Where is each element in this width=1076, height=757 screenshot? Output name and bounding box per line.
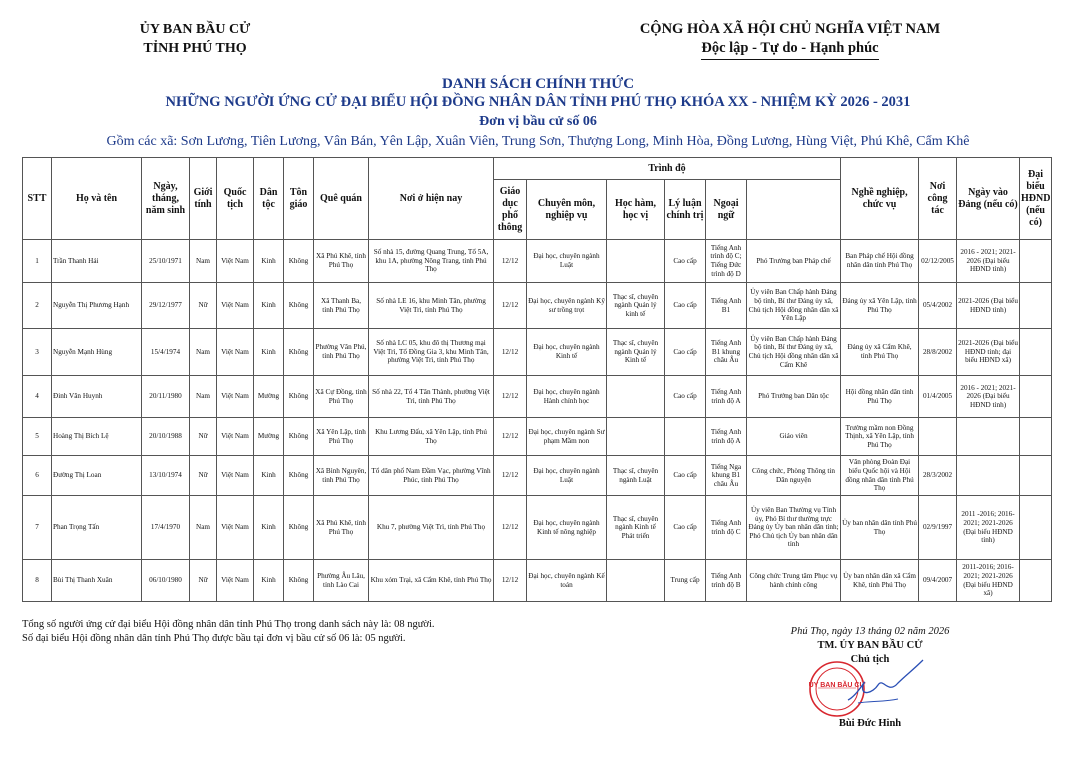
table-row — [23, 418, 1052, 456]
cell-nationality: Việt Nam — [217, 456, 254, 496]
cell-specialty: Đại học, chuyên ngành Luật — [527, 456, 607, 496]
cell-nationality: Việt Nam — [217, 376, 254, 418]
cell-dob: 20/11/1980 — [142, 376, 190, 418]
cell-hometown: Xã Thanh Ba, tỉnh Phú Thọ — [314, 283, 369, 329]
cell-specialty: Đại học, chuyên ngành Luật — [527, 240, 607, 283]
col-residence: Nơi ở hiện nay — [369, 158, 494, 240]
cell-delegate: 2011-2016; 2016-2021; 2021-2026 (Đại biểu HĐND xã) — [957, 560, 1020, 602]
document-title-block — [0, 75, 1076, 152]
cell-general-edu: 12/12 — [494, 560, 527, 602]
cell-gender: Nam — [190, 496, 217, 560]
cell-party-date: 01/4/2005 — [919, 376, 957, 418]
cell-language: Tiếng Anh B1 khung châu Âu — [706, 329, 747, 376]
cell-residence: Số nhà 22, Tổ 4 Tân Thành, phường Việt Trì, tỉnh Phú Thọ — [369, 376, 494, 418]
cell-political: Cao cấp — [665, 376, 706, 418]
cell-residence: Khu xóm Trại, xã Cẩm Khê, tỉnh Phú Thọ — [369, 560, 494, 602]
cell-occupation: Phó Trưởng ban Pháp chế — [747, 240, 841, 283]
cell-note — [1020, 560, 1052, 602]
col-stt: STT — [23, 158, 52, 240]
cell-residence: Số nhà LE 16, khu Minh Tân, phường Việt Trì, tỉnh Phú Thọ — [369, 283, 494, 329]
stamp-text: ỦY BAN BẦU CỬ — [808, 682, 866, 689]
issuer-block — [110, 20, 280, 58]
cell-language: Tiếng Anh trình độ B — [706, 560, 747, 602]
cell-name: Nguyễn Thị Phương Hạnh — [52, 283, 142, 329]
cell-party-date — [919, 418, 957, 456]
cell-ethnicity: Kinh — [254, 560, 284, 602]
cell-ethnicity: Kinh — [254, 329, 284, 376]
cell-name: Bùi Thị Thanh Xuân — [52, 560, 142, 602]
cell-workplace: Văn phòng Đoàn Đại biểu Quốc hội và Hội đồng nhân dân tỉnh Phú Thọ — [841, 456, 919, 496]
cell-gender: Nam — [190, 376, 217, 418]
col-general-edu: Giáo dục phổ thông — [494, 180, 527, 240]
cell-gender: Nam — [190, 329, 217, 376]
cell-political: Trung cấp — [665, 560, 706, 602]
signing-org: TM. ỦY BAN BẦU CỬ — [817, 640, 923, 651]
cell-specialty: Đại học, chuyên ngành Hành chính học — [527, 376, 607, 418]
place-date: Phú Thọ, ngày 13 tháng 02 năm 2026 — [790, 626, 950, 637]
cell-specialty: Đại học, chuyên ngành Kinh tế — [527, 329, 607, 376]
cell-name: Đường Thị Loan — [52, 456, 142, 496]
electoral-unit: Đơn vị bầu cử số 06 — [479, 114, 597, 129]
col-name: Họ và tên — [52, 158, 142, 240]
col-workplace: Nơi công tác — [919, 158, 957, 240]
cell-religion: Không — [284, 496, 314, 560]
cell-gender: Nam — [190, 240, 217, 283]
cell-stt: 1 — [23, 240, 52, 283]
cell-workplace: Ủy ban nhân dân tỉnh Phú Thọ — [841, 496, 919, 560]
cell-political: Cao cấp — [665, 496, 706, 560]
cell-name: Phan Trọng Tấn — [52, 496, 142, 560]
cell-general-edu: 12/12 — [494, 329, 527, 376]
table-row — [23, 240, 1052, 283]
col-nationality: Quốc tịch — [217, 158, 254, 240]
summary-notes — [22, 618, 435, 646]
document-title: DANH SÁCH CHÍNH THỨC — [441, 76, 635, 92]
cell-name: Trần Thanh Hải — [52, 240, 142, 283]
cell-nationality: Việt Nam — [217, 496, 254, 560]
cell-workplace: Ủy ban nhân dân xã Cẩm Khê, tỉnh Phú Thọ — [841, 560, 919, 602]
cell-hometown: Phường Vân Phú, tỉnh Phú Thọ — [314, 329, 369, 376]
total-candidates-note: Tổng số người ứng cử đại biểu Hội đồng nhân dân tỉnh Phú Thọ trong danh sách này là: 08 người. — [22, 619, 435, 630]
cell-ethnicity: Kinh — [254, 496, 284, 560]
document-subtitle: NHỮNG NGƯỜI ỨNG CỬ ĐẠI BIỂU HỘI ĐỒNG NHÂN DÂN TỈNH PHÚ THỌ KHÓA XX - NHIỆM KỲ 2026 - 2031 — [165, 94, 911, 110]
cell-degree — [607, 376, 665, 418]
cell-ethnicity: Kinh — [254, 456, 284, 496]
cell-language: Tiếng Anh trình độ A — [706, 418, 747, 456]
cell-stt: 6 — [23, 456, 52, 496]
seats-note: Số đại biểu Hội đồng nhân dân tỉnh Phú Thọ được bầu tại đơn vị bầu cử số 06 là: 05 người. — [22, 633, 406, 644]
col-group-education: Trình độ — [494, 158, 841, 180]
cell-hometown: Phường Âu Lâu, tỉnh Lào Cai — [314, 560, 369, 602]
cell-hometown: Xã Phú Khê, tỉnh Phú Thọ — [314, 496, 369, 560]
cell-workplace: Ban Pháp chế Hội đồng nhân dân tỉnh Phú Thọ — [841, 240, 919, 283]
cell-occupation: Ủy viên Ban Thường vụ Tỉnh ủy, Phó Bí thư thường trực Đảng ủy Ủy ban nhân dân tỉnh; Phó Chủ tịch Ủy ban nhân dân tỉnh — [747, 496, 841, 560]
col-gender: Giới tính — [190, 158, 217, 240]
cell-language: Tiếng Anh trình độ C; Tiếng Đức trình độ D — [706, 240, 747, 283]
cell-specialty: Đại học, chuyên ngành Kế toán — [527, 560, 607, 602]
communes-list: Gồm các xã: Sơn Lương, Tiên Lương, Vân Bán, Yên Lập, Xuân Viên, Trung Sơn, Thượng Long, Minh Hòa, Đồng Lương, Hùng Việt, Phú Khê, Cẩm Khê — [106, 134, 970, 149]
cell-workplace: Đảng ủy xã Cẩm Khê, tỉnh Phú Thọ — [841, 329, 919, 376]
cell-gender: Nữ — [190, 560, 217, 602]
cell-name: Đinh Văn Huynh — [52, 376, 142, 418]
cell-dob: 25/10/1971 — [142, 240, 190, 283]
cell-degree — [607, 418, 665, 456]
cell-delegate: 2021-2026 (Đại biểu HĐND tỉnh) — [957, 283, 1020, 329]
cell-party-date: 02/9/1997 — [919, 496, 957, 560]
cell-nationality: Việt Nam — [217, 560, 254, 602]
table-row — [23, 496, 1052, 560]
cell-political: Cao cấp — [665, 456, 706, 496]
cell-specialty: Đại học, chuyên ngành Sư phạm Mầm non — [527, 418, 607, 456]
cell-party-date: 02/12/2005 — [919, 240, 957, 283]
cell-religion: Không — [284, 560, 314, 602]
col-occupation: Nghề nghiệp, chức vụ — [841, 158, 919, 240]
cell-ethnicity: Kinh — [254, 240, 284, 283]
cell-workplace: Đảng ủy xã Yên Lập, tỉnh Phú Thọ — [841, 283, 919, 329]
col-hometown: Quê quán — [314, 158, 369, 240]
cell-note — [1020, 240, 1052, 283]
cell-gender: Nữ — [190, 418, 217, 456]
cell-dob: 06/10/1980 — [142, 560, 190, 602]
cell-party-date: 09/4/2007 — [919, 560, 957, 602]
cell-residence: Khu Lương Đấu, xã Yên Lập, tỉnh Phú Thọ — [369, 418, 494, 456]
cell-party-date: 05/4/2002 — [919, 283, 957, 329]
cell-note — [1020, 456, 1052, 496]
cell-occupation: Công chức Trung tâm Phục vụ hành chính công — [747, 560, 841, 602]
col-degree: Học hàm, học vị — [607, 180, 665, 240]
cell-religion: Không — [284, 456, 314, 496]
table-row — [23, 376, 1052, 418]
cell-stt: 7 — [23, 496, 52, 560]
cell-dob: 17/4/1970 — [142, 496, 190, 560]
cell-degree — [607, 240, 665, 283]
cell-delegate: 2016 - 2021; 2021-2026 (Đại biểu HĐND tỉnh) — [957, 376, 1020, 418]
cell-ethnicity: Mường — [254, 418, 284, 456]
issuer-line1: ỦY BAN BẦU CỬ — [139, 22, 251, 37]
cell-political — [665, 418, 706, 456]
cell-note — [1020, 418, 1052, 456]
cell-specialty: Đại học, chuyên ngành Kinh tế nông nghiệp — [527, 496, 607, 560]
cell-nationality: Việt Nam — [217, 329, 254, 376]
cell-specialty: Đại học, chuyên ngành Kỹ sư trồng trọt — [527, 283, 607, 329]
cell-nationality: Việt Nam — [217, 283, 254, 329]
cell-language: Tiếng Anh trình độ A — [706, 376, 747, 418]
cell-ethnicity: Mường — [254, 376, 284, 418]
cell-workplace: Trường mầm non Đồng Thịnh, xã Yên Lập, tỉnh Phú Thọ — [841, 418, 919, 456]
col-language: Ngoại ngữ — [706, 180, 747, 240]
col-delegate: Đại biểu HĐND (nếu có) — [1020, 158, 1052, 240]
national-motto: Độc lập - Tự do - Hạnh phúc — [701, 39, 878, 60]
nation-name: CỘNG HÒA XÃ HỘI CHỦ NGHĨA VIỆT NAM — [639, 21, 941, 37]
cell-hometown: Xã Cự Đồng, tỉnh Phú Thọ — [314, 376, 369, 418]
col-dob: Ngày, tháng, năm sinh — [142, 158, 190, 240]
table-row — [23, 456, 1052, 496]
cell-dob: 20/10/1988 — [142, 418, 190, 456]
cell-language: Tiếng Anh trình độ C — [706, 496, 747, 560]
cell-general-edu: 12/12 — [494, 240, 527, 283]
cell-hometown: Xã Phú Khê, tỉnh Phú Thọ — [314, 240, 369, 283]
cell-religion: Không — [284, 240, 314, 283]
cell-language: Tiếng Anh B1 — [706, 283, 747, 329]
cell-occupation: Phó Trưởng ban Dân tộc — [747, 376, 841, 418]
col-ethnicity: Dân tộc — [254, 158, 284, 240]
cell-political: Cao cấp — [665, 329, 706, 376]
cell-religion: Không — [284, 329, 314, 376]
table-row — [23, 560, 1052, 602]
cell-nationality: Việt Nam — [217, 418, 254, 456]
cell-dob: 15/4/1974 — [142, 329, 190, 376]
signer-position: Chủ tịch — [850, 654, 890, 665]
col-specialty: Chuyên môn, nghiệp vụ — [527, 180, 607, 240]
cell-note — [1020, 376, 1052, 418]
cell-dob: 29/12/1977 — [142, 283, 190, 329]
cell-hometown: Xã Yên Lập, tỉnh Phú Thọ — [314, 418, 369, 456]
cell-note — [1020, 329, 1052, 376]
cell-workplace: Hội đồng nhân dân tỉnh Phú Thọ — [841, 376, 919, 418]
cell-party-date: 28/3/2002 — [919, 456, 957, 496]
cell-occupation: Ủy viên Ban Chấp hành Đảng bộ tỉnh, Bí thư Đảng ủy xã, Chủ tịch Hội đồng nhân dân xã Yên Lập — [747, 283, 841, 329]
cell-occupation: Công chức, Phòng Thông tin Dân nguyện — [747, 456, 841, 496]
issuer-line2: TỈNH PHÚ THỌ — [143, 41, 247, 56]
col-political: Lý luận chính trị — [665, 180, 706, 240]
col-religion: Tôn giáo — [284, 158, 314, 240]
cell-dob: 13/10/1974 — [142, 456, 190, 496]
cell-note — [1020, 496, 1052, 560]
cell-name: Hoàng Thị Bích Lệ — [52, 418, 142, 456]
cell-name: Nguyễn Mạnh Hùng — [52, 329, 142, 376]
cell-political: Cao cấp — [665, 283, 706, 329]
cell-degree — [607, 560, 665, 602]
national-header — [620, 20, 960, 60]
col-party-date: Ngày vào Đảng (nếu có) — [957, 158, 1020, 240]
cell-religion: Không — [284, 418, 314, 456]
cell-general-edu: 12/12 — [494, 283, 527, 329]
cell-note — [1020, 283, 1052, 329]
signature-icon — [828, 655, 928, 715]
cell-language: Tiếng Nga khung B1 châu Âu — [706, 456, 747, 496]
candidate-rows — [23, 240, 1052, 602]
cell-religion: Không — [284, 376, 314, 418]
cell-gender: Nữ — [190, 283, 217, 329]
candidate-table — [22, 157, 1052, 602]
cell-stt: 5 — [23, 418, 52, 456]
cell-political: Cao cấp — [665, 240, 706, 283]
cell-nationality: Việt Nam — [217, 240, 254, 283]
cell-degree: Thạc sĩ, chuyên ngành Luật — [607, 456, 665, 496]
cell-degree: Thạc sĩ, chuyên ngành Quản lý kinh tế — [607, 283, 665, 329]
cell-delegate: 2011 -2016; 2016-2021; 2021-2026 (Đại biểu HĐND tỉnh) — [957, 496, 1020, 560]
cell-stt: 3 — [23, 329, 52, 376]
cell-delegate: 2016 - 2021; 2021-2026 (Đại biểu HĐND tỉnh) — [957, 240, 1020, 283]
cell-delegate: 2021-2026 (Đại biểu HĐND tỉnh; đại biểu HĐND xã) — [957, 329, 1020, 376]
cell-general-edu: 12/12 — [494, 376, 527, 418]
cell-hometown: Xã Bình Nguyên, tỉnh Phú Thọ — [314, 456, 369, 496]
cell-general-edu: 12/12 — [494, 496, 527, 560]
cell-stt: 8 — [23, 560, 52, 602]
cell-religion: Không — [284, 283, 314, 329]
cell-occupation: Ủy viên Ban Chấp hành Đảng bộ tỉnh, Bí thư Đảng ủy xã, Chủ tịch Hội đồng nhân dân xã Cẩm Khê — [747, 329, 841, 376]
table-row — [23, 283, 1052, 329]
cell-degree: Thạc sĩ, chuyên ngành Quản lý Kinh tế — [607, 329, 665, 376]
cell-general-edu: 12/12 — [494, 418, 527, 456]
cell-party-date: 28/8/2002 — [919, 329, 957, 376]
cell-stt: 2 — [23, 283, 52, 329]
cell-residence: Khu 7, phường Việt Trì, tỉnh Phú Thọ — [369, 496, 494, 560]
cell-degree: Thạc sĩ, chuyên ngành Kinh tế Phát triển — [607, 496, 665, 560]
cell-delegate — [957, 456, 1020, 496]
signer-name: Bùi Đức Hinh — [838, 718, 902, 729]
cell-general-edu: 12/12 — [494, 456, 527, 496]
cell-residence: Tổ dân phố Nam Đầm Vạc, phường Vĩnh Phúc, tỉnh Phú Thọ — [369, 456, 494, 496]
cell-ethnicity: Kinh — [254, 283, 284, 329]
cell-delegate — [957, 418, 1020, 456]
cell-residence: Số nhà LC 05, khu đô thị Thương mại Việt Trì, Tổ Đồng Gia 3, khu Minh Tân, phường Việt Trì, tỉnh Phú Thọ — [369, 329, 494, 376]
cell-stt: 4 — [23, 376, 52, 418]
table-row — [23, 329, 1052, 376]
cell-occupation: Giáo viên — [747, 418, 841, 456]
cell-gender: Nữ — [190, 456, 217, 496]
cell-residence: Số nhà 15, đường Quang Trung, Tổ 5A, khu 1A, phường Nông Trang, tỉnh Phú Thọ — [369, 240, 494, 283]
